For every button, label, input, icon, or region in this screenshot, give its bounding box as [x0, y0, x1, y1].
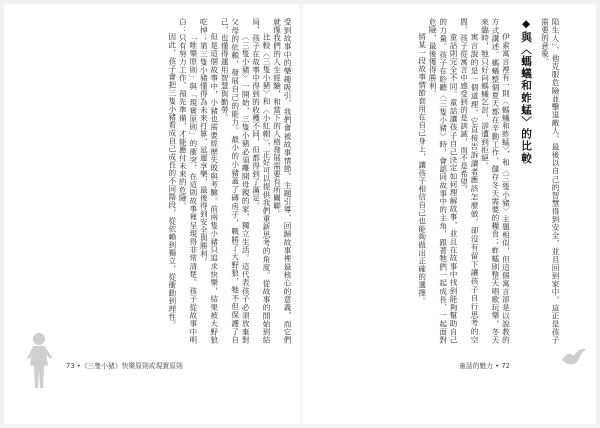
left-paragraph: 〈三隻小豬〉一開始，三隻小豬必須離開母親的家，獨立生活。這代表孩子必須放棄對父母的依賴，發展自己的能力。最小的小豬蓋了磚房子，戰勝了大野狼，牠不但保護了自己，也懂得運用智慧與勤勞。 — [220, 18, 251, 344]
right-intro-paragraph: 陷生人」，他克服危險並擊退敵人，最後以自己的智慧得到安全，並且回到家中，這正是孩子需要的意象。 — [540, 18, 560, 344]
right-paragraph: 童話則完全不同。童話讓孩子自己決定如何理解故事，並且在故事中找到能夠幫助自己的力量。孩子在聆聽〈三隻小豬〉時，會認同故事中的主角，跟著牠們一起成長、一起面對危險，最後獲得勝利。 — [428, 18, 459, 344]
right-paragraph: 伊索寓言裡有一則〈螞蟻和蚱蜢〉，和〈三隻小豬〉主題相似，但這個寓言卻是以說教的方式講述。螞蟻整個夏天都在辛勤工作，儲存冬天需要的糧食；蚱蜢則整天唱歌玩樂，冬天來臨時，牠只好向螞蟻乞討，卻遭到拒絕。 — [480, 18, 511, 344]
book-gutter — [300, 4, 303, 424]
left-paragraph: 因此，孩子會把三隻小豬看成自己成長的不同階段，從依賴到獨立，從衝動到理性。 — [167, 33, 177, 330]
right-paragraph: 將某一段故事情節套用在自己身上，讓孩子相信自己也能夠做出正確的選擇。 — [417, 33, 427, 306]
left-page-text — [42, 18, 292, 344]
child-silhouette-icon — [24, 332, 54, 394]
right-page — [310, 18, 560, 344]
right-paragraph: 寓言說的是一個道理，它直接告訴讀者應該怎麼做，卻沒有留下讓孩子自行思考的空間。孩子從寓言中感受到的是訓誡，而不是希望。 — [459, 18, 480, 344]
left-page — [42, 18, 292, 344]
section-heading: ◆與〈螞蟻和蚱蜢〉的比較 — [520, 18, 533, 165]
right-footer: 童話的魅力 • 72 — [459, 362, 510, 370]
left-paragraph: 比較〈三隻小豬〉和〈小紅帽〉，正好可以提供我們重新思考的角度。從故事的開始到結局，孩子在故事中得到的收穫不同，但都得到了滿足。 — [251, 18, 272, 344]
left-paragraph: 受到故事中的樂趣吸引，我們會被故事情節、主題引導，回歸故事裡最核心的意義，而它們就像我們的人生經驗，和當下的人格發展需要有所關聯。 — [272, 18, 292, 344]
left-paragraph: 「唯樂原則」與「現實原則」的衝突，在這則故事裡呈現得非常清楚。孩子從故事中明白：只有努力工作、預先準備，才能應付未來的危險。 — [178, 18, 198, 344]
right-page-text — [310, 18, 560, 344]
left-paragraph: 但是這個故事中，小豬也需要經歷失敗與考驗。前兩隻小豬只追求快樂，結果被大野狼吃掉；第三隻小豬懂得為未來打算，延遲享樂，最後得到安全與勝利。 — [199, 18, 219, 344]
left-footer: 73 •《三隻小豬》快樂原則或現實原則 — [66, 362, 183, 370]
bird-silhouette-icon — [560, 346, 588, 372]
book-spread — [4, 4, 596, 424]
